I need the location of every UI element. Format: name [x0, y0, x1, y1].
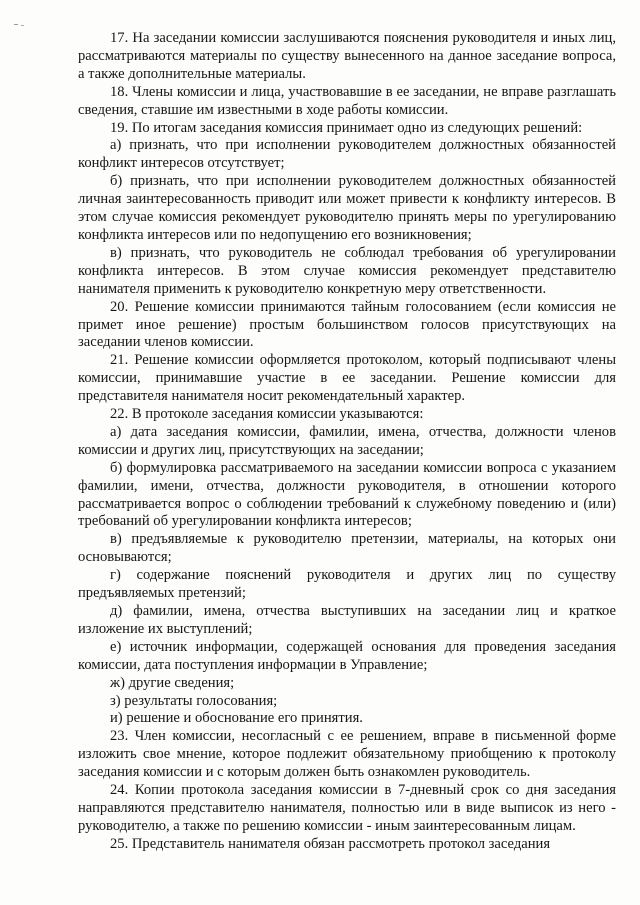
paragraph-17: 17. На заседании комиссии заслушиваются пояснения руководителя и иных лиц, рассматриваются материалы по существу вынесенного на данное заседание вопроса, а также дополнительные материалы.: [78, 30, 616, 82]
paragraph-19-b: б) признать, что при исполнении руководителем должностных обязанностей личная заинтересованность приводит или может привести к конфликту интересов. В этом случае комиссия рекомендует руководителю принять меры по урегулированию конфликта интересов или по недопущению его возникновения;: [78, 173, 616, 243]
paragraph-22-i: и) решение и обоснование его принятия.: [110, 710, 363, 727]
paragraph-22-v: в) предъявляемые к руководителю претензии, материалы, на которых они основываются;: [78, 531, 616, 566]
paragraph-22-b: б) формулировка рассматриваемого на заседании комиссии вопроса с указанием фамилии, имени, отчества, должности руководителя, в отношении которого рассматривается вопрос о соблюдении требований к служебному поведению и (или) требований об урегулировании конфликта интересов;: [78, 459, 616, 530]
paragraph-19-a: а) признать, что при исполнении руководителем должностных обязанностей конфликт интересов отсутствует;: [78, 137, 616, 172]
paragraph-22-e: е) источник информации, содержащей основания для проведения заседания комиссии, дата поступления информации в Управление;: [78, 638, 616, 673]
paragraph-22-zh: ж) другие сведения;: [110, 674, 235, 691]
document-body: [78, 30, 616, 854]
paragraph-20: 20. Решение комиссии принимаются тайным голосованием (если комиссия не примет иное решение) простым большинством голосов присутствующих на заседании членов комиссии.: [78, 298, 616, 351]
paragraph-18: 18. Члены комиссии и лица, участвовавшие в ее заседании, не вправе разглашать сведения, ставшие им известными в ходе работы комиссии.: [78, 83, 616, 118]
paragraph-22-d: д) фамилии, имена, отчества выступивших на заседании лиц и краткое изложение их выступлений;: [78, 603, 616, 637]
paragraph-22: 22. В протоколе заседания комиссии указываются:: [110, 406, 424, 423]
paragraph-22-a: а) дата заседания комиссии, фамилии, имена, отчества, должности членов комиссии и других лиц, присутствующих на заседании;: [78, 423, 616, 458]
paragraph-25: 25. Представитель нанимателя обязан рассмотреть протокол заседания: [110, 835, 551, 852]
paragraph-19: 19. По итогам заседания комиссия принимает одно из следующих решений:: [110, 119, 583, 136]
scan-speck: [14, 24, 26, 27]
paragraph-23: 23. Член комиссии, несогласный с ее решением, вправе в письменной форме изложить свое мнение, которое подлежит обязательному приобщению к протоколу заседания комиссии и с которым должен быть ознакомлен руководитель.: [78, 728, 616, 781]
paragraph-22-z: з) результаты голосования;: [110, 692, 278, 709]
paragraph-22-g: г) содержание пояснений руководителя и других лиц по существу предъявляемых претензий;: [78, 567, 616, 602]
paragraph-19-v: в) признать, что руководитель не соблюдал требования об урегулировании конфликта интересов. В этом случае комиссия рекомендует представителю нанимателя применить к руководителю конкретную меру ответственности.: [78, 244, 616, 297]
paragraph-21: 21. Решение комиссии оформляется протоколом, который подписывают члены комиссии, принимавшие участие в ее заседании. Решение комиссии для представителя нанимателя носит рекомендательный характер.: [78, 352, 616, 405]
paragraph-24: 24. Копии протокола заседания комиссии в 7-дневный срок со дня заседания направляются представителю нанимателя, полностью или в виде выписок из него - руководителю, а также по решению комиссии - иным заинтересованным лицам.: [78, 782, 616, 834]
